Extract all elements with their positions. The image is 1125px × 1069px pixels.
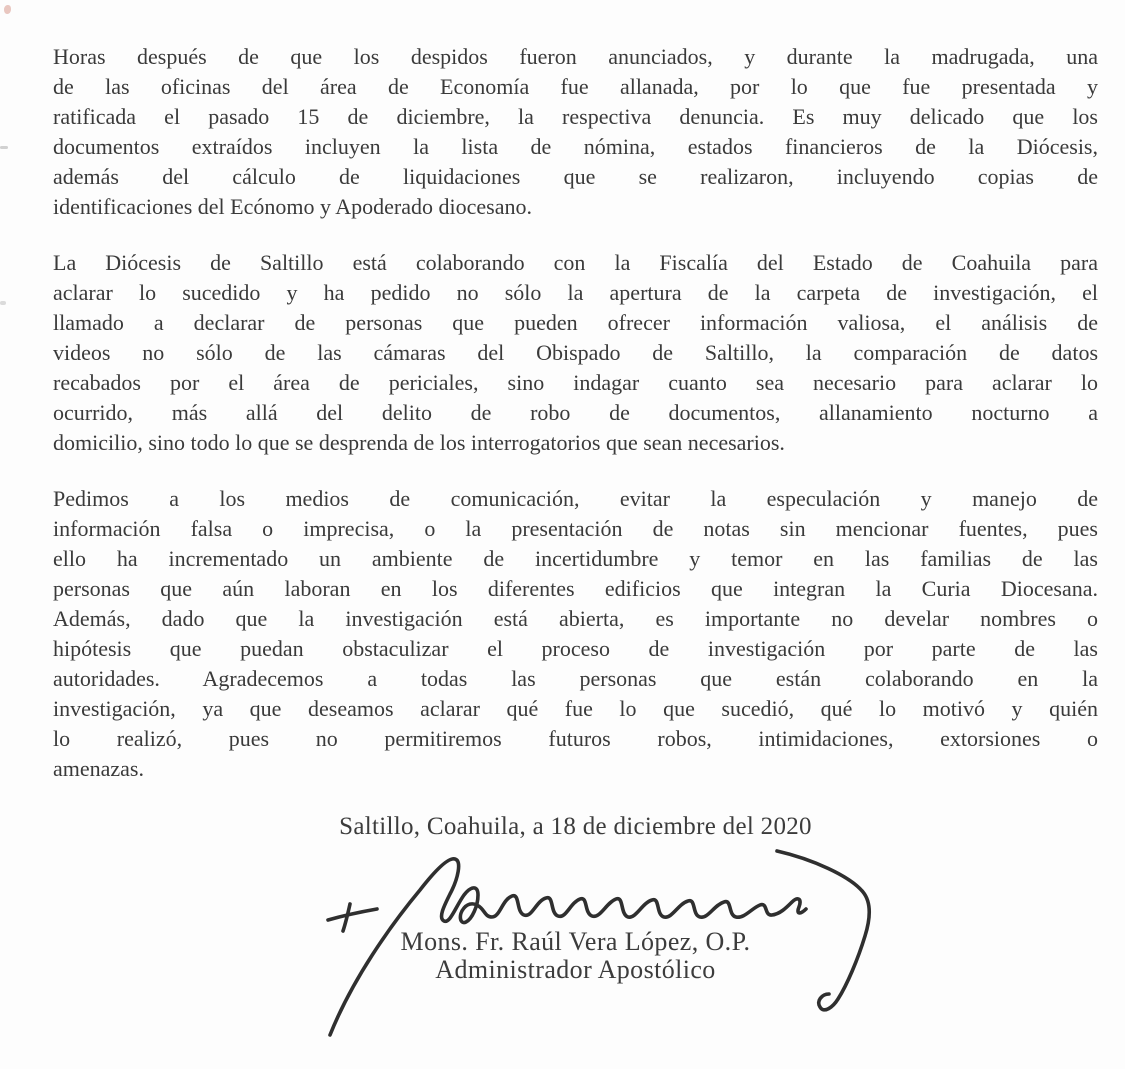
- signatory-name: Mons. Fr. Raúl Vera López, O.P.: [400, 927, 751, 956]
- text-line: autoridades. Agradecemos a todas las personas que están colaborando en la: [53, 666, 1098, 691]
- scan-artifact: [0, 146, 8, 149]
- text-line: Además, dado que la investigación está abierta, es importante no develar nombres o: [53, 606, 1098, 631]
- signature-block: [53, 844, 1098, 1069]
- text-line: ratificada el pasado 15 de diciembre, la respectiva denuncia. Es muy delicado que los: [53, 104, 1098, 129]
- text-line: aclarar lo sucedido y ha pedido no sólo la apertura de la carpeta de investigación, el: [53, 280, 1098, 305]
- text-line: identificaciones del Ecónomo y Apoderado diocesano.: [53, 194, 532, 219]
- text-line: de las oficinas del área de Economía fue allanada, por lo que fue presentada y: [53, 74, 1098, 99]
- text-line: hipótesis que puedan obstaculizar el proceso de investigación por parte de las: [53, 636, 1098, 661]
- text-line: llamado a declarar de personas que pueden ofrecer información valiosa, el análisis de: [53, 310, 1098, 335]
- paragraph: [53, 42, 1098, 222]
- letter-content: [53, 42, 1098, 1069]
- scan-artifact: [0, 301, 6, 305]
- text-line: domicilio, sino todo lo que se desprenda de los interrogatorios que sean necesarios.: [53, 430, 785, 455]
- text-line: Horas después de que los despidos fueron anunciados, y durante la madrugada, una: [53, 44, 1098, 69]
- text-line: La Diócesis de Saltillo está colaborando con la Fiscalía del Estado de Coahuila para: [53, 250, 1098, 275]
- text-line: amenazas.: [53, 756, 144, 781]
- text-line: personas que aún laboran en los diferentes edificios que integran la Curia Diocesana.: [53, 576, 1098, 601]
- text-line: información falsa o imprecisa, o la presentación de notas sin mencionar fuentes, pues: [53, 516, 1098, 541]
- text-line: recabados por el área de periciales, sino indagar cuanto sea necesario para aclarar lo: [53, 370, 1098, 395]
- signatory-title: Administrador Apostólico: [435, 955, 716, 984]
- text-line: lo realizó, pues no permitiremos futuros robos, intimidaciones, extorsiones o: [53, 726, 1098, 751]
- paragraph: [53, 484, 1098, 784]
- text-line: además del cálculo de liquidaciones que se realizaron, incluyendo copias de: [53, 164, 1098, 189]
- signature-cross-stroke: [328, 909, 377, 920]
- text-line: investigación, ya que deseamos aclarar qué fue lo que sucedió, qué lo motivó y quién: [53, 696, 1098, 721]
- text-line: documentos extraídos incluyen la lista de nómina, estados financieros de la Diócesis,: [53, 134, 1098, 159]
- paragraph: [53, 248, 1098, 458]
- letter-body: [53, 42, 1098, 784]
- scan-artifact: [4, 5, 11, 14]
- dateline: Saltillo, Coahuila, a 18 de diciembre del 2020: [339, 813, 812, 840]
- signature-flourish: [330, 859, 806, 1035]
- text-line: Pedimos a los medios de comunicación, evitar la especulación y manejo de: [53, 486, 1098, 511]
- text-line: ello ha incrementado un ambiente de incertidumbre y temor en las familias de las: [53, 546, 1098, 571]
- signature-bracket: [777, 851, 869, 1010]
- signature-handwriting: [300, 838, 900, 1069]
- text-line: ocurrido, más allá del delito de robo de documentos, allanamiento nocturno a: [53, 400, 1098, 425]
- text-line: videos no sólo de las cámaras del Obispado de Saltillo, la comparación de datos: [53, 340, 1098, 365]
